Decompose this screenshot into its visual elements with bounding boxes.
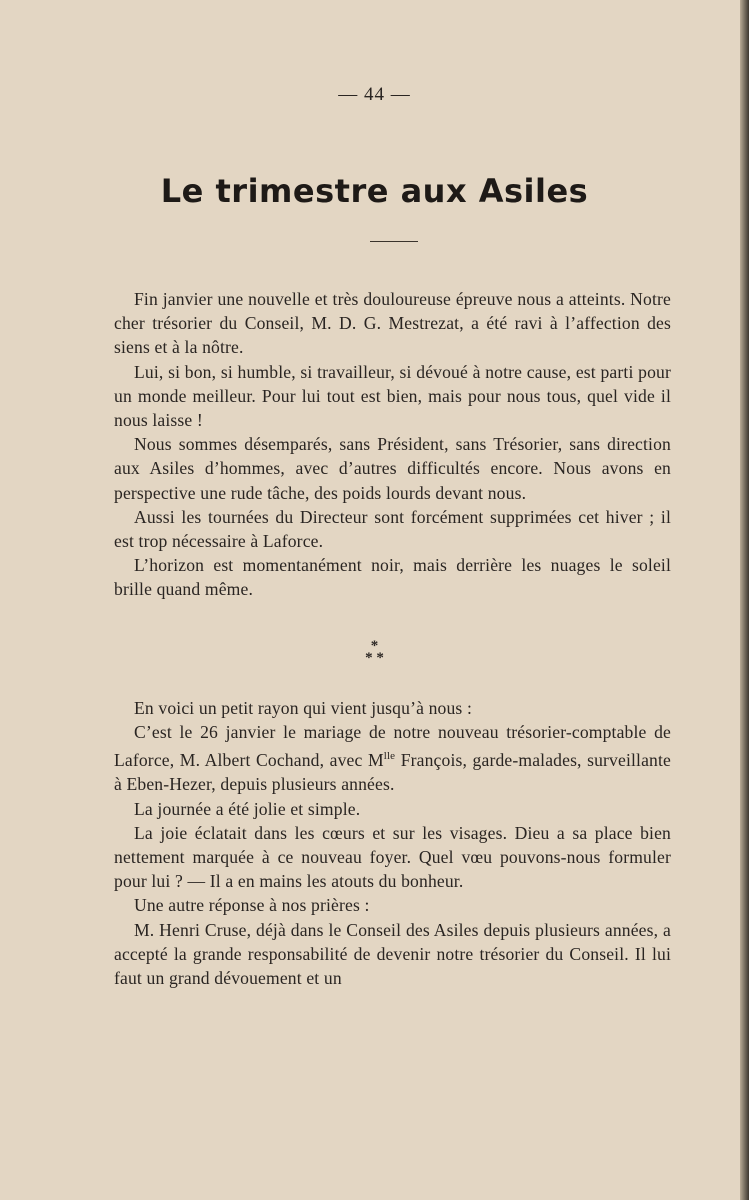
asterism-bottom: * * — [365, 650, 384, 666]
paragraph: Lui, si bon, si humble, si travailleur, si dévoué à notre cause, est parti pour un monde meilleur. Pour lui tout est bien, mais pour nous tous, quel vide il nous laisse ! — [114, 361, 671, 431]
page-number: — 44 — — [338, 84, 411, 105]
section-2 — [114, 696, 671, 990]
asterism-separator — [0, 640, 749, 664]
title-abbreviation: lle — [383, 750, 396, 763]
asterism-top: * — [370, 638, 379, 654]
paragraph-text: François, garde-malades, surveillante à Eben-Hezer, depuis plusieurs années. — [114, 750, 671, 795]
paragraph: Une autre réponse à nos prières : — [134, 895, 370, 916]
paragraph: M. Henri Cruse, déjà dans le Conseil des Asiles depuis plusieurs années, a accepté la grande responsabilité de devenir notre trésorier du Conseil. Il lui faut un grand dévouement et un — [114, 919, 671, 989]
page-title: Le trimestre aux Asiles — [160, 172, 589, 210]
paragraph: Fin janvier une nouvelle et très douloureuse épreuve nous a atteints. Notre cher trésorier du Conseil, M. D. G. Mestrezat, a été ravi à l’affection des siens et à la nôtre. — [114, 289, 671, 358]
section-1 — [114, 287, 671, 602]
paragraph: L’horizon est momentanément noir, mais derrière les nuages le soleil brille quand même. — [114, 555, 671, 600]
paragraph: La joie éclatait dans les cœurs et sur les visages. Dieu a sa place bien nettement marquée à ce nouveau foyer. Quel vœu pouvons-nous formuler pour lui ? — Il a en mains les atouts du bonheur. — [114, 822, 671, 892]
title-rule — [370, 241, 418, 242]
paragraph: En voici un petit rayon qui vient jusqu’à nous : — [134, 698, 473, 718]
paragraph: Aussi les tournées du Directeur sont forcément supprimées cet hiver ; il est trop nécessaire à Laforce. — [114, 506, 671, 552]
paragraph: La journée a été jolie et simple. — [134, 798, 361, 819]
paragraph-wedding — [114, 720, 671, 796]
paragraph: Nous sommes désemparés, sans Président, sans Trésorier, sans direction aux Asiles d’hommes, avec d’autres difficultés encore. Nous avons en perspective une rude tâche, des poids lourds devant nous. — [114, 434, 671, 503]
paragraph-text: C’est le 26 janvier le mariage de notre nouveau trésorier-comptable de Laforce, M. Albert Cochand, avec M — [114, 722, 671, 771]
